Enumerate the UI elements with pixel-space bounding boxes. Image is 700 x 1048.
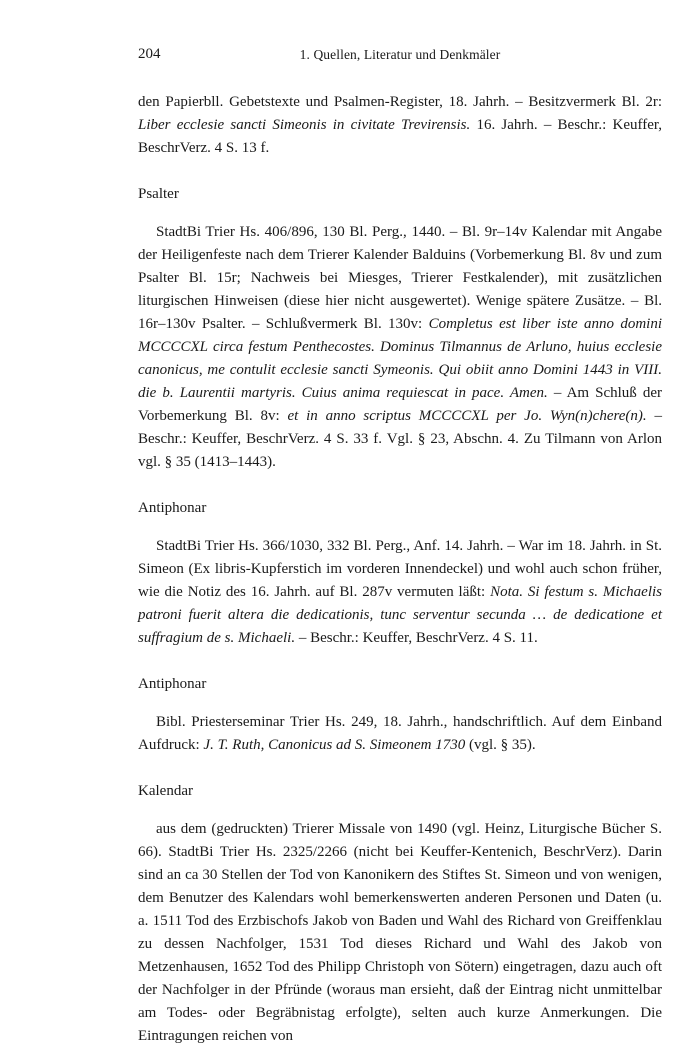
latin-quotation: Nota. Si festum s. Michaelis patroni fuerit altera die dedicationis, tunc serventur secunda … de dedicatione et suffragium de s. Michaeli. — [138, 584, 662, 646]
text-run: 16. Jahrh. – Beschr.: Keuffer, BeschrVerz. 4 S. 13 f. — [138, 117, 662, 156]
latin-quotation: Liber ecclesie sancti Simeonis in civitate Trevirensis. — [138, 117, 471, 133]
section-heading-antiphonar-1: Antiphonar — [138, 500, 207, 516]
latin-quotation: J. T. Ruth, Canonicus ad S. Simeonem 1730 — [203, 737, 466, 753]
text-run: den Papierbll. Gebetstexte und Psalmen-Register, 18. Jahrh. – Besitzvermerk Bl. 2r: — [138, 94, 662, 110]
text-run: StadtBi Trier Hs. 406/896, 130 Bl. Perg., 1440. – Bl. 9r–14v Kalendar mit Angabe der Heiligenfeste nach dem Trierer Kalender Balduins (Vorbemerkung Bl. 8v und zum Psalter Bl. 15r; Nachweis bei Miesges, Trierer Festkalender), mit zusätzlichen liturgischen Hinweisen (diese hier nicht ausgewertet). Wenige spätere Zusätze. – Bl. 16r–130v Psalter. – Schlußvermerk Bl. 130v: — [138, 224, 662, 332]
text-run: – Am Schluß der Vorbemerkung Bl. 8v: — [138, 385, 663, 424]
latin-quotation: et in anno scriptus MCCCCXL per Jo. Wyn(n)chere(n). — [287, 408, 647, 424]
text-run: aus dem (gedruckten) Trierer Missale von 1490 (vgl. Heinz, Liturgische Bücher S. 66). StadtBi Trier Hs. 2325/2266 (nicht bei Keuffer-Kentenich, BeschrVerz). Darin sind an ca 30 Stellen der Tod von Kanonikern des Stiftes St. Simeon und von wenigen, dem Benutzer des Kalendars wohl bemerkenswerten anderen Personen und Daten (u. a. 1511 Tod des Erzbischofs Jakob von Baden und Wahl des Richard von Greiffenklau zu dessen Nachfolger, 1531 Tod dieses Richard und Wahl des Jakob von Metzenhausen, 1652 Tod des Philipp Christoph von Sötern) eingetragen, dazu auch oft der Nachfolger in der Pfründe (woraus man ersieht, daß der Eintrag nicht unmittelbar am Todes- oder Begräbnistag erfolgte), selten auch kurze Anmerkungen. Die Eintragungen reichen von — [138, 821, 662, 1044]
intro-paragraph — [138, 91, 662, 160]
page-body — [138, 91, 662, 1048]
text-run: (vgl. § 35). — [465, 737, 536, 753]
section-paragraph-antiphonar-2 — [138, 711, 662, 757]
page-header — [138, 46, 662, 68]
page-number: 204 — [138, 46, 161, 62]
section-paragraph-psalter — [138, 221, 662, 474]
running-title: 1. Quellen, Literatur und Denkmäler — [299, 47, 501, 62]
text-run: StadtBi Trier Hs. 366/1030, 332 Bl. Perg., Anf. 14. Jahrh. – War im 18. Jahrh. in St. Simeon (Ex libris-Kupferstich im vorderen Innendeckel) und wohl auch schon früher, wie die Notiz des 16. Jahrh. auf Bl. 287v vermuten läßt: — [138, 538, 662, 600]
section-paragraph-kalendar — [138, 818, 662, 1048]
section-heading-psalter: Psalter — [138, 186, 179, 202]
text-run: Bibl. Priesterseminar Trier Hs. 249, 18. Jahrh., handschriftlich. Auf dem Einband Aufdruck: — [138, 714, 662, 753]
section-paragraph-antiphonar-1 — [138, 535, 662, 650]
text-run: – Beschr.: Keuffer, BeschrVerz. 4 S. 33 f. Vgl. § 23, Abschn. 4. Zu Tilmann von Arlon vgl. § 35 (1413–1443). — [138, 408, 662, 470]
section-heading-antiphonar-2: Antiphonar — [138, 676, 207, 692]
text-run: – Beschr.: Keuffer, BeschrVerz. 4 S. 11. — [295, 630, 538, 646]
latin-quotation: Completus est liber iste anno domini MCCCCXL circa festum Penthecostes. Dominus Tilmannus de Arluno, huius ecclesie canonicus, me contulit ecclesie sancti Symeonis. Qui obiit anno Domini 1443 in VIII. die b. Laurentii martyris. Cuius anima requiescat in pace. Amen. — [138, 316, 662, 401]
section-heading-kalendar: Kalendar — [138, 783, 193, 799]
